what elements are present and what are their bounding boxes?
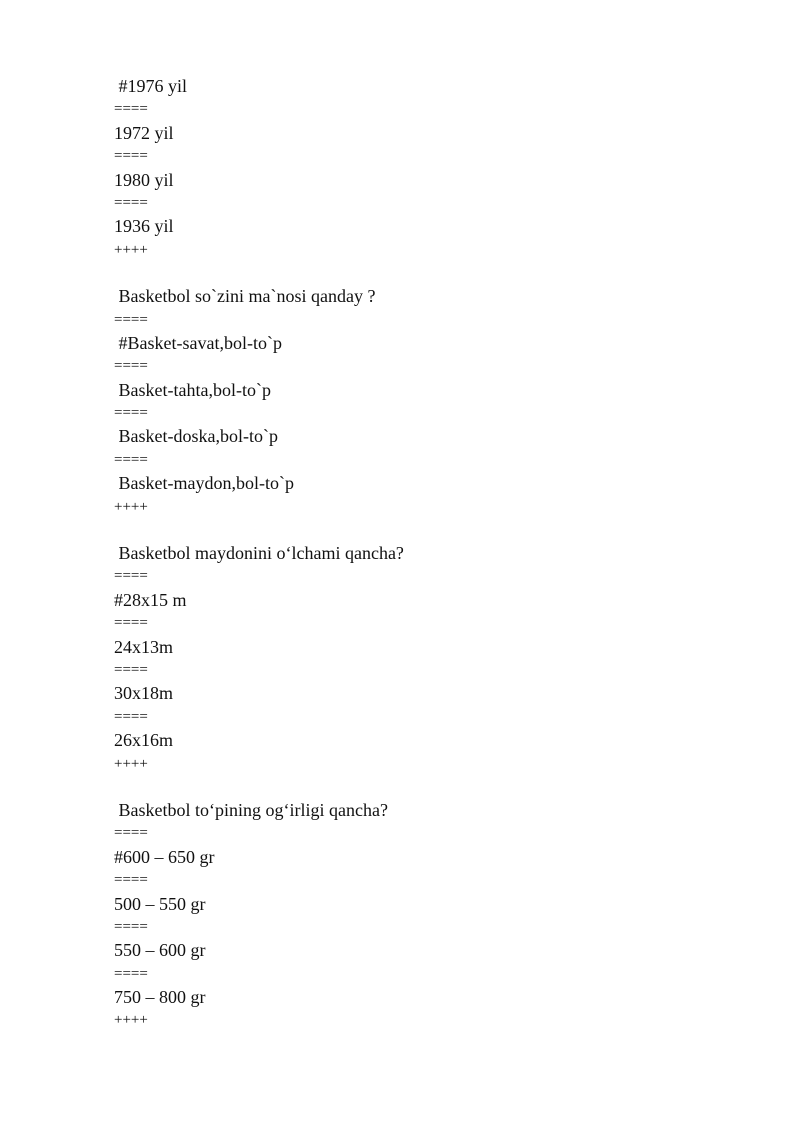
separator: ==== [114, 872, 148, 889]
answer-option-correct: #600 – 650 gr [114, 846, 215, 867]
question-block [114, 285, 754, 519]
document-page [114, 75, 754, 1033]
answer-option-correct: #Basket-savat,bol-to`p [114, 332, 282, 353]
answer-option: Basket-maydon,bol-to`p [114, 473, 294, 494]
separator: ==== [114, 708, 148, 725]
separator: ==== [114, 825, 148, 842]
separator: ==== [114, 918, 148, 935]
separator: ==== [114, 965, 148, 982]
answer-option: 550 – 600 gr [114, 940, 206, 961]
answer-option-correct: #1976 yil [114, 76, 188, 96]
question-block [114, 542, 754, 776]
block-gap [114, 262, 754, 285]
answer-option-correct: #28x15 m [114, 589, 187, 610]
question-text: Basketbol maydonini o‘lchami qancha? [114, 543, 404, 564]
answer-option: 1980 yil [114, 169, 174, 190]
answer-option: 26x16m [114, 730, 174, 751]
separator: ==== [114, 661, 148, 678]
end-marker: ++++ [114, 241, 148, 258]
answer-option: 1972 yil [114, 122, 174, 143]
separator: ==== [114, 101, 148, 118]
answer-option: 30x18m [114, 683, 174, 704]
question-text: Basketbol so`zini ma`nosi qanday ? [114, 286, 376, 307]
answer-option: 1936 yil [114, 216, 174, 237]
block-gap [114, 519, 754, 542]
separator: ==== [114, 311, 148, 328]
separator: ==== [114, 451, 148, 468]
separator: ==== [114, 358, 148, 375]
separator: ==== [114, 615, 148, 632]
end-marker: ++++ [114, 498, 148, 515]
end-marker: ++++ [114, 755, 148, 772]
answer-option: Basket-doska,bol-to`p [114, 426, 278, 447]
separator: ==== [114, 194, 148, 211]
separator: ==== [114, 405, 148, 422]
separator: ==== [114, 148, 148, 165]
block-gap [114, 776, 754, 799]
answer-option: 24x13m [114, 636, 174, 657]
end-marker: ++++ [114, 1012, 148, 1029]
separator: ==== [114, 568, 148, 585]
question-block [114, 75, 754, 262]
answer-option: 750 – 800 gr [114, 987, 206, 1008]
answer-option: Basket-tahta,bol-to`p [114, 379, 271, 400]
answer-option: 500 – 550 gr [114, 893, 206, 914]
question-block [114, 799, 754, 1033]
question-text: Basketbol to‘pining og‘irligi qancha? [114, 799, 388, 820]
